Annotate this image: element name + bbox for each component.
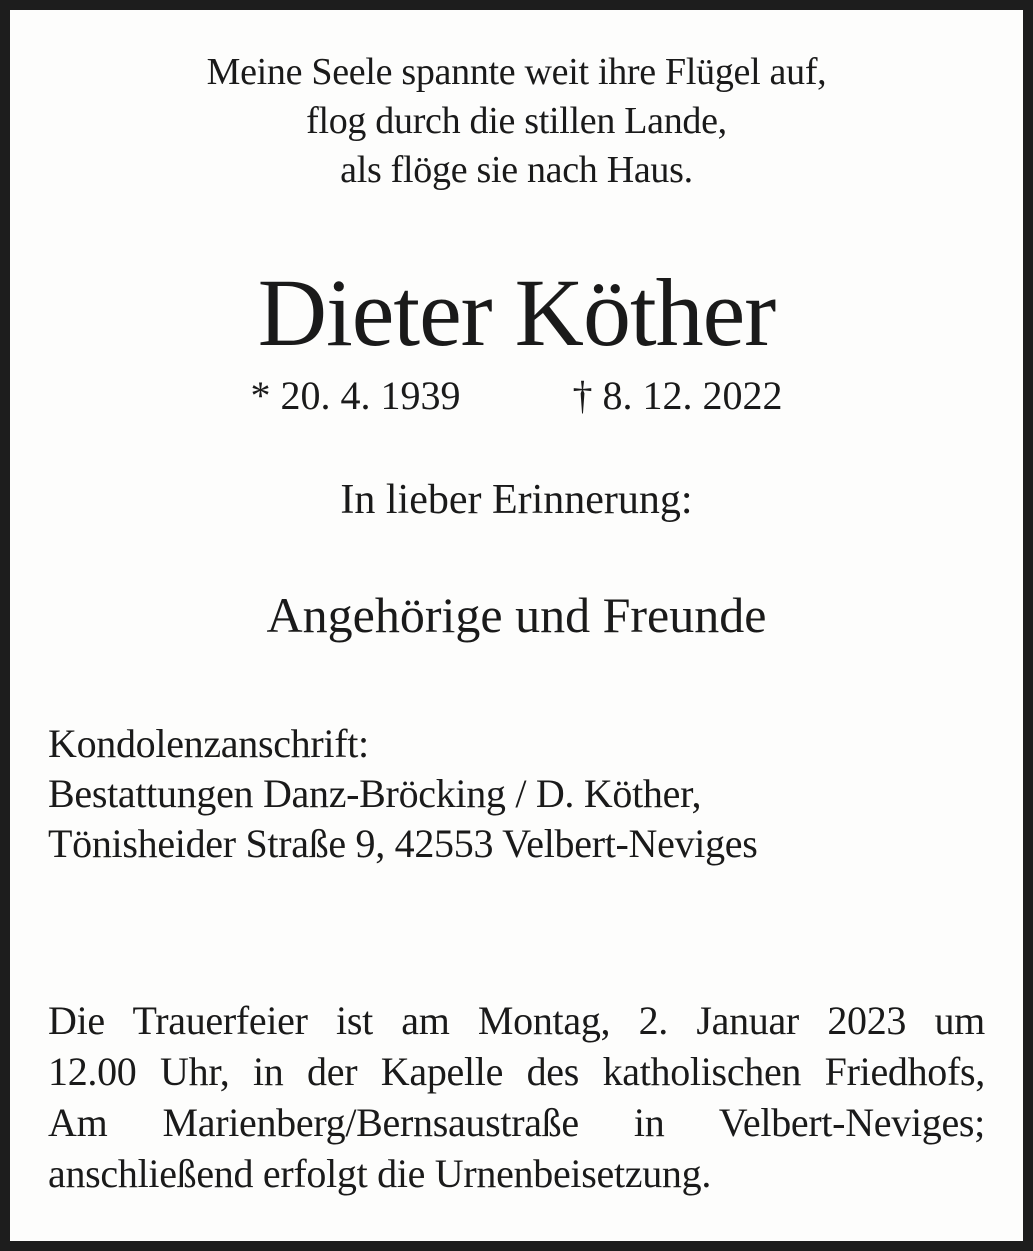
service-line: Am Marienberg/Bernsaustraße in Velbert-Neviges; bbox=[48, 1100, 985, 1145]
funeral-service-info bbox=[48, 995, 985, 1199]
verse-line: als flöge sie nach Haus. bbox=[340, 149, 693, 191]
deceased-name: Dieter Köther bbox=[257, 259, 776, 366]
life-dates bbox=[48, 373, 985, 419]
condolence-address bbox=[48, 719, 985, 869]
verse-line: Meine Seele spannte weit ihre Flügel auf, bbox=[206, 51, 827, 93]
memorial-verse bbox=[48, 48, 985, 195]
service-line: anschließend erfolgt die Urnenbeisetzung. bbox=[48, 1151, 712, 1196]
verse-line: flog durch die stillen Lande, bbox=[306, 100, 727, 142]
condolence-line: Tönisheider Straße 9, 42553 Velbert-Neviges bbox=[48, 821, 758, 866]
remembrance-line: In lieber Erinnerung: bbox=[340, 477, 693, 523]
service-line: 12.00 Uhr, in der Kapelle des katholischen Friedhofs, bbox=[48, 1049, 985, 1094]
death-date: † 8. 12. 2022 bbox=[572, 373, 783, 418]
mourners-line: Angehörige und Freunde bbox=[266, 587, 767, 643]
service-line: Die Trauerfeier ist am Montag, 2. Januar 2023 um bbox=[48, 998, 985, 1043]
condolence-heading: Kondolenzanschrift: bbox=[48, 721, 369, 766]
condolence-line: Bestattungen Danz-Bröcking / D. Köther, bbox=[48, 771, 702, 816]
birth-date: * 20. 4. 1939 bbox=[250, 373, 461, 418]
